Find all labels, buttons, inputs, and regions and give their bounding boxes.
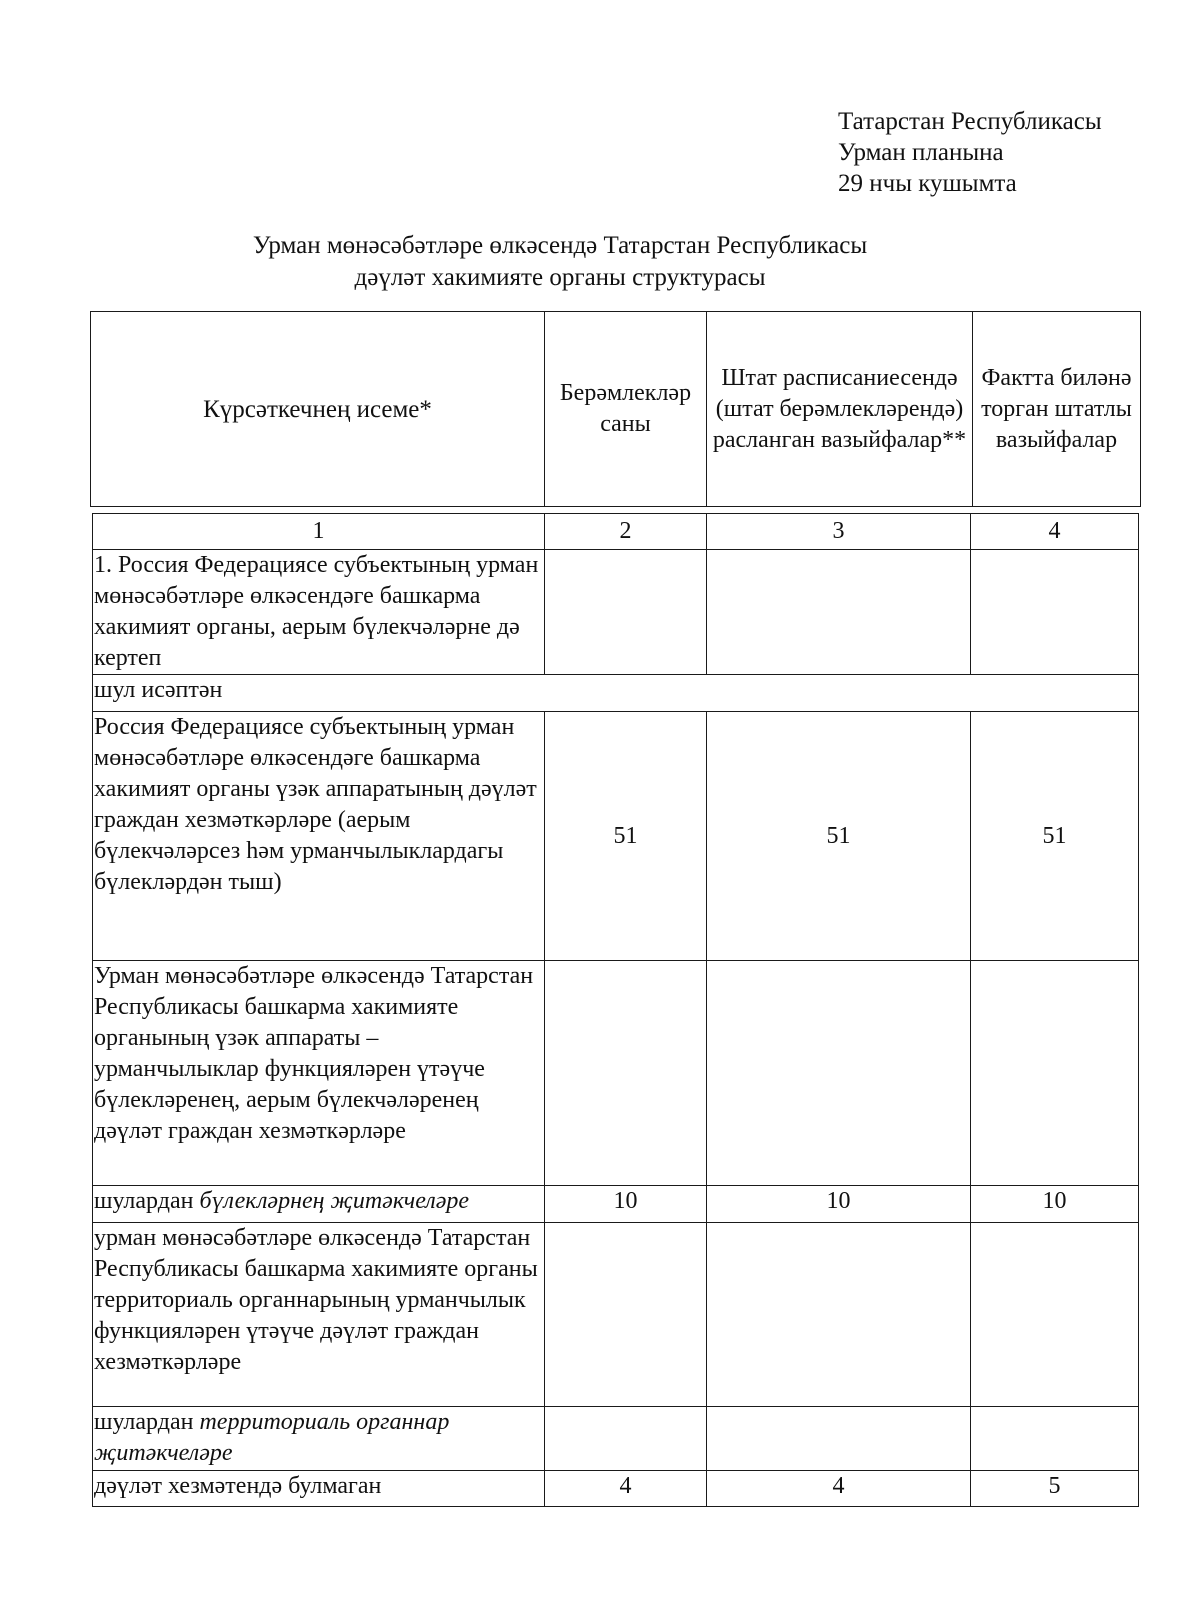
column-number: 3 [707, 514, 971, 550]
row-label-italic: бүлекләрнең җитәкчеләре [199, 1188, 470, 1214]
row-value [707, 961, 971, 1186]
column-number-row [93, 514, 1139, 550]
row-value [545, 1223, 707, 1407]
table-row [93, 1471, 1139, 1507]
document-title [150, 230, 970, 294]
row-value: 51 [545, 712, 707, 961]
row-value [545, 550, 707, 675]
row-value: 10 [707, 1186, 971, 1223]
table-row [93, 1407, 1139, 1471]
column-header-name: Күрсәткечнең исеме* [91, 312, 545, 507]
row-value [707, 1407, 971, 1471]
column-header-units: Берәмлекләр саны [545, 312, 707, 507]
table-row [93, 675, 1139, 712]
row-value [707, 1223, 971, 1407]
row-value [971, 1223, 1139, 1407]
row-label: дәүләт хезмәтендә булмаган [93, 1471, 545, 1507]
appendix-line: Татарстан Республикасы [838, 108, 1102, 135]
row-value: 4 [545, 1471, 707, 1507]
appendix-line: 29 нчы кушымта [838, 170, 1017, 197]
table-header [90, 311, 1141, 507]
row-value [971, 961, 1139, 1186]
table-row [93, 1186, 1139, 1223]
title-line: дәүләт хакимияте органы структурасы [354, 264, 766, 291]
row-label: Урман мөнәсәбәтләре өлкәсендә Татарстан Республикасы башкарма хакимияте органының үзәк аппараты – урманчылыклар функцияләрен үтәүче бүлекләренең, аерым бүлекчәләренең дәүләт граждан хезмәткәрләре [93, 961, 545, 1186]
column-number: 4 [971, 514, 1139, 550]
data-table [92, 513, 1139, 1507]
table-row [93, 550, 1139, 675]
row-value: 5 [971, 1471, 1139, 1507]
row-label: Россия Федерациясе субъектының урман мөнәсәбәтләре өлкәсендәге башкарма хакимият органы үзәк аппаратының дәүләт граждан хезмәткәрләре (аерым бүлекчәләрсез һәм урманчылыклардагы бүлекләрдән тыш) [93, 712, 545, 961]
column-number: 1 [93, 514, 545, 550]
row-label-prefix: шулардан [94, 1188, 200, 1214]
column-number: 2 [545, 514, 707, 550]
row-value: 4 [707, 1471, 971, 1507]
title-line: Урман мөнәсәбәтләре өлкәсендә Татарстан Республикасы [252, 232, 868, 259]
table-row [93, 961, 1139, 1186]
row-value: 10 [971, 1186, 1139, 1223]
appendix-line: Урман планына [838, 139, 1004, 166]
row-label [93, 1186, 545, 1223]
row-value [545, 961, 707, 1186]
row-label [93, 1407, 545, 1471]
column-header-approved-positions: Штат расписаниесендә (штат берәмлекләрендә) расланган вазыйфалар** [707, 312, 973, 507]
table-row [93, 712, 1139, 961]
row-label: 1. Россия Федерациясе субъектының урман мөнәсәбәтләре өлкәсендәге башкарма хакимият органы, аерым бүлекчәләрне дә кертеп [93, 550, 545, 675]
row-value: 10 [545, 1186, 707, 1223]
row-value: 51 [971, 712, 1139, 961]
row-label: шул исәптән [93, 675, 1139, 712]
row-value [971, 1407, 1139, 1471]
appendix-note [838, 106, 1102, 199]
column-header-filled-positions: Фактта биләнә торган штатлы вазыйфалар [973, 312, 1141, 507]
row-label: урман мөнәсәбәтләре өлкәсендә Татарстан Республикасы башкарма хакимияте органы территориаль органнарының урманчылык функцияләрен үтәүче дәүләт граждан хезмәткәрләре [93, 1223, 545, 1407]
row-value [971, 550, 1139, 675]
table-row [93, 1223, 1139, 1407]
row-label-italic: территориаль органнар җитәкчеләре [94, 1409, 450, 1466]
row-value [545, 1407, 707, 1471]
row-value: 51 [707, 712, 971, 961]
row-label-prefix: шулардан [94, 1409, 200, 1435]
row-value [707, 550, 971, 675]
